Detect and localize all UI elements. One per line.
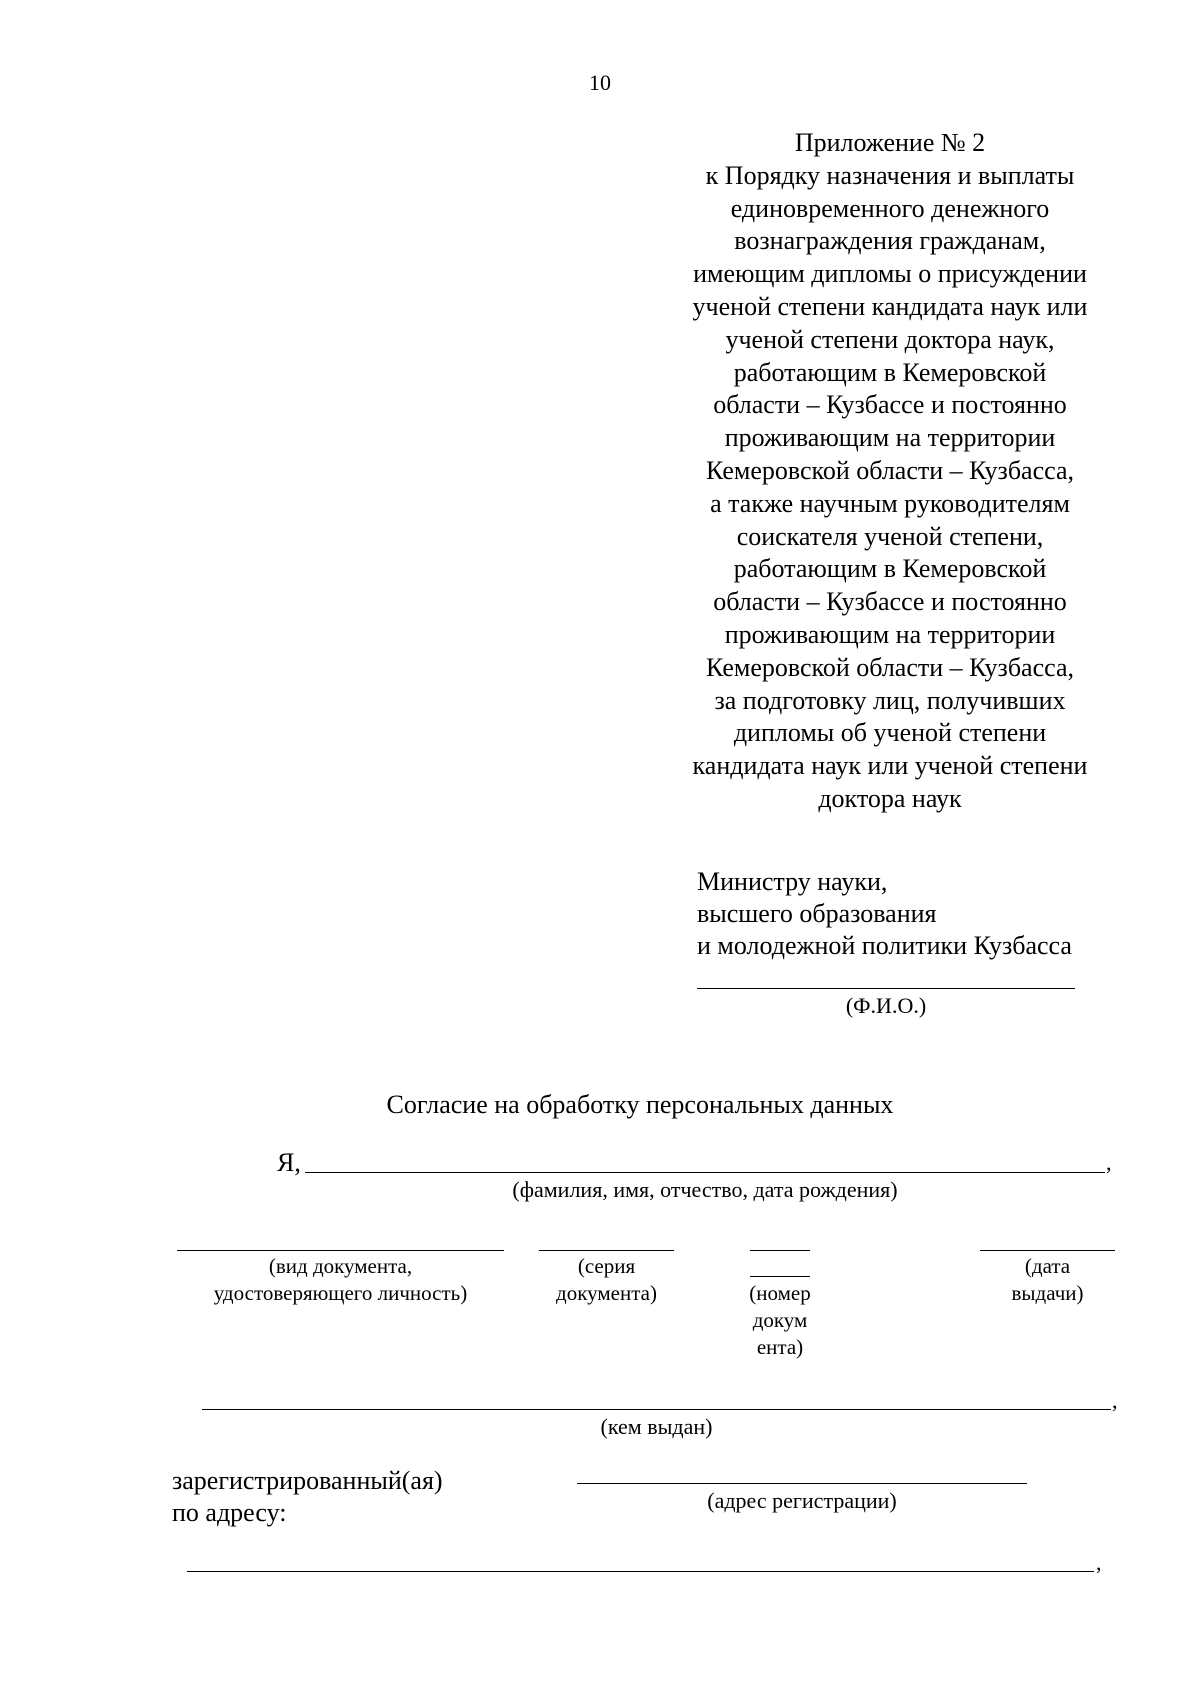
registered-line: зарегистрированный(ая) xyxy=(172,1466,443,1495)
annex-line: области – Кузбассе и постоянно xyxy=(713,390,1067,420)
name-line xyxy=(305,1172,1105,1173)
doc-number-caption xyxy=(740,1280,820,1361)
addressee-block xyxy=(697,866,1072,962)
registration-line xyxy=(577,1483,1027,1484)
registration-caption: (адрес регистрации) xyxy=(707,1488,897,1513)
annex-line: за подготовку лиц, получивших xyxy=(714,685,1066,715)
annex-line: проживающим на территории xyxy=(724,619,1056,649)
annex-line: Кемеровской области – Кузбасса, xyxy=(705,455,1075,485)
caption-line: документа) xyxy=(556,1281,657,1305)
annex-line: доктора наук xyxy=(818,783,962,813)
caption-line: (серия xyxy=(577,1254,636,1278)
annex-line: ученой степени доктора наук, xyxy=(725,324,1055,354)
issued-by-caption: (кем выдан) xyxy=(600,1414,713,1439)
caption-line: выдачи) xyxy=(1011,1281,1084,1305)
annex-line: области – Кузбассе и постоянно xyxy=(713,587,1067,617)
page-number: 10 xyxy=(589,70,611,95)
addressee-line: и молодежной политики Кузбасса xyxy=(697,931,1072,960)
annex-line: соискателя ученой степени, xyxy=(736,521,1044,551)
annex-line: вознаграждения гражданам, xyxy=(734,226,1046,256)
i-label: Я, xyxy=(277,1148,301,1177)
registered-line: по адресу: xyxy=(172,1498,287,1527)
annex-line: к Порядку назначения и выплаты xyxy=(705,160,1075,190)
doc-series-caption xyxy=(539,1253,674,1307)
caption-line: (номер xyxy=(749,1281,811,1305)
annex-header xyxy=(670,127,1110,816)
address-line xyxy=(187,1571,1094,1572)
caption-line: (вид документа, xyxy=(268,1254,413,1278)
fio-line xyxy=(697,988,1075,989)
doc-number-line xyxy=(750,1250,810,1251)
consent-title: Согласие на обработку персональных данных xyxy=(386,1090,894,1119)
annex-line: имеющим дипломы о присуждении xyxy=(693,259,1087,289)
annex-line: кандидата наук или ученой степени xyxy=(692,751,1088,781)
name-caption: (фамилия, имя, отчество, дата рождения) xyxy=(512,1177,898,1202)
annex-line: Приложение № 2 xyxy=(794,128,986,157)
annex-line: дипломы об ученой степени xyxy=(733,718,1047,748)
annex-line: ученой степени кандидата наук или xyxy=(692,291,1088,321)
issue-date-line xyxy=(980,1250,1115,1251)
annex-line: а также научным руководителям xyxy=(710,488,1070,518)
address-comma: , xyxy=(1096,1550,1102,1575)
annex-line: работающим в Кемеровской xyxy=(733,357,1047,387)
doc-type-line xyxy=(177,1250,504,1251)
issue-date-caption xyxy=(980,1253,1115,1307)
doc-type-caption xyxy=(177,1253,504,1307)
fio-caption: (Ф.И.О.) xyxy=(845,993,927,1018)
registered-label xyxy=(172,1465,443,1529)
annex-line: проживающим на территории xyxy=(724,423,1056,453)
caption-line: удостоверяющего личность) xyxy=(213,1281,468,1305)
addressee-line: Министру науки, xyxy=(697,867,888,896)
caption-line: (дата xyxy=(1024,1254,1071,1278)
issued-by-line xyxy=(202,1409,1111,1410)
name-comma: , xyxy=(1106,1150,1112,1175)
issued-by-comma: , xyxy=(1112,1388,1118,1413)
doc-number-line-2 xyxy=(750,1276,810,1277)
doc-series-line xyxy=(539,1250,674,1251)
annex-line: единовременного денежного xyxy=(730,193,1050,223)
annex-line: работающим в Кемеровской xyxy=(733,554,1047,584)
addressee-line: высшего образования xyxy=(697,899,937,928)
caption-line: докум xyxy=(752,1308,808,1332)
caption-line: ента) xyxy=(756,1335,804,1359)
annex-line: Кемеровской области – Кузбасса, xyxy=(705,652,1075,682)
